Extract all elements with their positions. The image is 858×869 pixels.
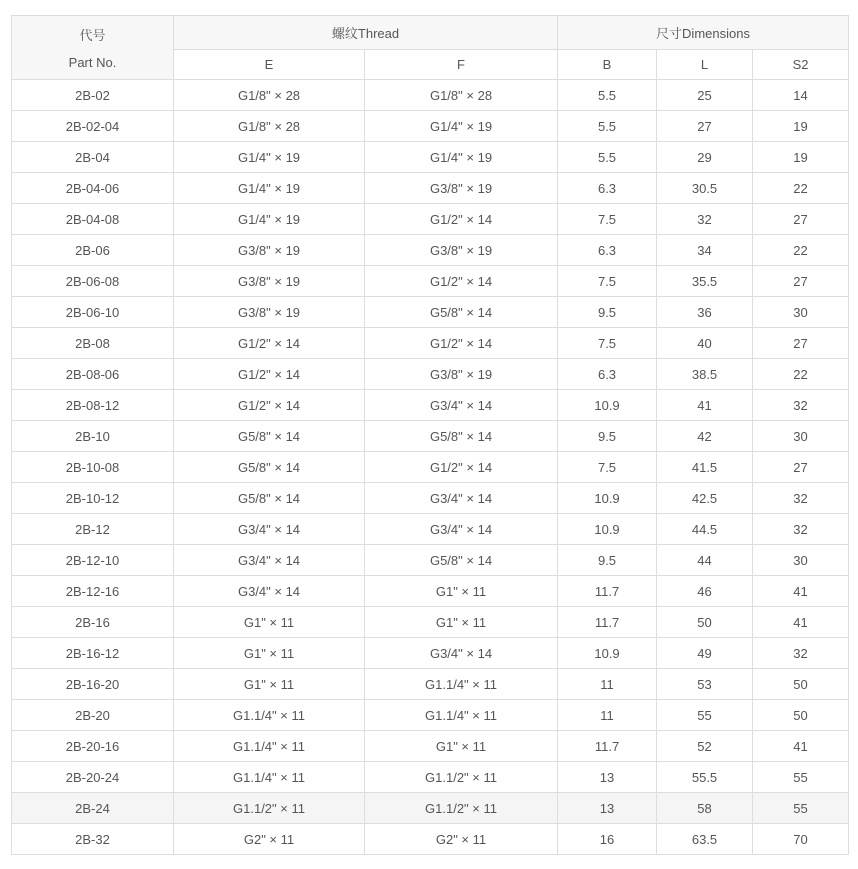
f-value-cell: G1/2" × 14	[365, 328, 558, 359]
table-row	[12, 297, 849, 328]
f-value-cell: G1/2" × 14	[365, 266, 558, 297]
f-value-cell: G3/4" × 14	[365, 638, 558, 669]
table-row	[12, 204, 849, 235]
l-value-cell: 46	[657, 576, 753, 607]
s2-value-cell: 27	[753, 452, 849, 483]
s2-value-cell: 32	[753, 483, 849, 514]
l-value-cell: 63.5	[657, 824, 753, 855]
b-value-cell: 5.5	[558, 142, 657, 173]
l-value-cell: 53	[657, 669, 753, 700]
e-value-cell: G1.1/2" × 11	[174, 793, 365, 824]
b-value-cell: 7.5	[558, 266, 657, 297]
e-value-cell: G1/2" × 14	[174, 328, 365, 359]
part-no-cell: 2B-06-10	[12, 297, 174, 328]
part-no-cell: 2B-02-04	[12, 111, 174, 142]
column-header-b: B	[558, 49, 657, 79]
table-row	[12, 700, 849, 731]
table-row	[12, 762, 849, 793]
l-value-cell: 41.5	[657, 452, 753, 483]
l-value-cell: 50	[657, 607, 753, 638]
b-value-cell: 13	[558, 793, 657, 824]
f-value-cell: G3/8" × 19	[365, 173, 558, 204]
part-no-cell: 2B-02	[12, 80, 174, 111]
f-value-cell: G1.1/2" × 11	[365, 793, 558, 824]
part-no-cell: 2B-20-24	[12, 762, 174, 793]
f-value-cell: G1/8" × 28	[365, 80, 558, 111]
b-value-cell: 11.7	[558, 607, 657, 638]
column-header-s2: S2	[753, 49, 849, 79]
f-value-cell: G5/8" × 14	[365, 421, 558, 452]
e-value-cell: G1/2" × 14	[174, 390, 365, 421]
s2-value-cell: 70	[753, 824, 849, 855]
l-value-cell: 42.5	[657, 483, 753, 514]
l-value-cell: 30.5	[657, 173, 753, 204]
s2-value-cell: 22	[753, 235, 849, 266]
b-value-cell: 10.9	[558, 483, 657, 514]
e-value-cell: G3/8" × 19	[174, 235, 365, 266]
b-value-cell: 7.5	[558, 452, 657, 483]
table-row	[12, 545, 849, 576]
e-value-cell: G2" × 11	[174, 824, 365, 855]
b-value-cell: 10.9	[558, 390, 657, 421]
b-value-cell: 9.5	[558, 421, 657, 452]
table-row	[12, 793, 849, 824]
b-value-cell: 11	[558, 700, 657, 731]
s2-value-cell: 32	[753, 514, 849, 545]
part-no-label-en: Part No.	[68, 54, 117, 70]
f-value-cell: G3/4" × 14	[365, 483, 558, 514]
spec-table	[11, 15, 849, 855]
e-value-cell: G1.1/4" × 11	[174, 762, 365, 793]
l-value-cell: 55	[657, 700, 753, 731]
f-value-cell: G5/8" × 14	[365, 297, 558, 328]
s2-value-cell: 27	[753, 328, 849, 359]
b-value-cell: 10.9	[558, 638, 657, 669]
e-value-cell: G3/4" × 14	[174, 514, 365, 545]
e-value-cell: G1" × 11	[174, 638, 365, 669]
e-value-cell: G3/4" × 14	[174, 545, 365, 576]
f-value-cell: G1" × 11	[365, 731, 558, 762]
table-row	[12, 266, 849, 297]
table-body	[12, 80, 849, 855]
l-value-cell: 58	[657, 793, 753, 824]
table-row	[12, 235, 849, 266]
l-value-cell: 44	[657, 545, 753, 576]
f-value-cell: G1" × 11	[365, 607, 558, 638]
b-value-cell: 9.5	[558, 297, 657, 328]
s2-value-cell: 50	[753, 669, 849, 700]
part-no-cell: 2B-12	[12, 514, 174, 545]
l-value-cell: 36	[657, 297, 753, 328]
s2-value-cell: 19	[753, 142, 849, 173]
s2-value-cell: 19	[753, 111, 849, 142]
b-value-cell: 11.7	[558, 731, 657, 762]
f-value-cell: G3/8" × 19	[365, 235, 558, 266]
column-group-dimensions: 尺寸Dimensions	[558, 16, 849, 50]
s2-value-cell: 32	[753, 390, 849, 421]
b-value-cell: 11.7	[558, 576, 657, 607]
part-no-cell: 2B-32	[12, 824, 174, 855]
part-no-cell: 2B-16	[12, 607, 174, 638]
e-value-cell: G5/8" × 14	[174, 421, 365, 452]
l-value-cell: 44.5	[657, 514, 753, 545]
e-value-cell: G1.1/4" × 11	[174, 731, 365, 762]
s2-value-cell: 30	[753, 545, 849, 576]
l-value-cell: 41	[657, 390, 753, 421]
s2-value-cell: 27	[753, 266, 849, 297]
b-value-cell: 5.5	[558, 111, 657, 142]
e-value-cell: G1" × 11	[174, 669, 365, 700]
e-value-cell: G1.1/4" × 11	[174, 700, 365, 731]
part-no-label-cn: 代号	[79, 28, 106, 44]
f-value-cell: G1.1/4" × 11	[365, 700, 558, 731]
table-header	[12, 16, 849, 80]
l-value-cell: 42	[657, 421, 753, 452]
column-header-part-no	[12, 16, 174, 80]
s2-value-cell: 41	[753, 731, 849, 762]
e-value-cell: G1/4" × 19	[174, 173, 365, 204]
e-value-cell: G1" × 11	[174, 607, 365, 638]
table-row	[12, 390, 849, 421]
f-value-cell: G3/4" × 14	[365, 514, 558, 545]
part-no-cell: 2B-06	[12, 235, 174, 266]
table-row	[12, 421, 849, 452]
table-row	[12, 80, 849, 111]
b-value-cell: 7.5	[558, 328, 657, 359]
table-row	[12, 514, 849, 545]
e-value-cell: G5/8" × 14	[174, 452, 365, 483]
part-no-cell: 2B-12-10	[12, 545, 174, 576]
table-row	[12, 452, 849, 483]
s2-value-cell: 22	[753, 359, 849, 390]
part-no-cell: 2B-08-06	[12, 359, 174, 390]
s2-value-cell: 41	[753, 607, 849, 638]
s2-value-cell: 27	[753, 204, 849, 235]
table-row	[12, 328, 849, 359]
spec-table-container	[11, 15, 848, 855]
part-no-cell: 2B-24	[12, 793, 174, 824]
f-value-cell: G1.1/2" × 11	[365, 762, 558, 793]
table-row	[12, 824, 849, 855]
s2-value-cell: 41	[753, 576, 849, 607]
b-value-cell: 13	[558, 762, 657, 793]
part-no-cell: 2B-10-08	[12, 452, 174, 483]
table-row	[12, 607, 849, 638]
b-value-cell: 6.3	[558, 359, 657, 390]
b-value-cell: 10.9	[558, 514, 657, 545]
table-row	[12, 111, 849, 142]
part-no-cell: 2B-12-16	[12, 576, 174, 607]
l-value-cell: 40	[657, 328, 753, 359]
f-value-cell: G1.1/4" × 11	[365, 669, 558, 700]
s2-value-cell: 55	[753, 762, 849, 793]
column-header-e: E	[174, 49, 365, 79]
f-value-cell: G1/2" × 14	[365, 204, 558, 235]
l-value-cell: 35.5	[657, 266, 753, 297]
l-value-cell: 25	[657, 80, 753, 111]
e-value-cell: G3/8" × 19	[174, 266, 365, 297]
e-value-cell: G3/8" × 19	[174, 297, 365, 328]
b-value-cell: 6.3	[558, 235, 657, 266]
b-value-cell: 16	[558, 824, 657, 855]
s2-value-cell: 55	[753, 793, 849, 824]
table-row	[12, 359, 849, 390]
part-no-cell: 2B-20	[12, 700, 174, 731]
part-no-cell: 2B-16-12	[12, 638, 174, 669]
e-value-cell: G1/4" × 19	[174, 142, 365, 173]
s2-value-cell: 50	[753, 700, 849, 731]
f-value-cell: G1/4" × 19	[365, 142, 558, 173]
l-value-cell: 34	[657, 235, 753, 266]
s2-value-cell: 14	[753, 80, 849, 111]
s2-value-cell: 22	[753, 173, 849, 204]
s2-value-cell: 30	[753, 421, 849, 452]
part-no-cell: 2B-20-16	[12, 731, 174, 762]
f-value-cell: G5/8" × 14	[365, 545, 558, 576]
e-value-cell: G1/4" × 19	[174, 204, 365, 235]
l-value-cell: 27	[657, 111, 753, 142]
table-row	[12, 142, 849, 173]
part-no-cell: 2B-04-06	[12, 173, 174, 204]
l-value-cell: 32	[657, 204, 753, 235]
column-header-f: F	[365, 49, 558, 79]
f-value-cell: G3/8" × 19	[365, 359, 558, 390]
f-value-cell: G1/4" × 19	[365, 111, 558, 142]
part-no-cell: 2B-08	[12, 328, 174, 359]
s2-value-cell: 30	[753, 297, 849, 328]
b-value-cell: 5.5	[558, 80, 657, 111]
part-no-cell: 2B-04-08	[12, 204, 174, 235]
f-value-cell: G2" × 11	[365, 824, 558, 855]
table-row	[12, 483, 849, 514]
table-row	[12, 638, 849, 669]
b-value-cell: 7.5	[558, 204, 657, 235]
l-value-cell: 38.5	[657, 359, 753, 390]
e-value-cell: G5/8" × 14	[174, 483, 365, 514]
column-header-l: L	[657, 49, 753, 79]
table-row	[12, 669, 849, 700]
part-no-cell: 2B-16-20	[12, 669, 174, 700]
l-value-cell: 29	[657, 142, 753, 173]
f-value-cell: G1" × 11	[365, 576, 558, 607]
e-value-cell: G1/8" × 28	[174, 111, 365, 142]
e-value-cell: G1/8" × 28	[174, 80, 365, 111]
f-value-cell: G3/4" × 14	[365, 390, 558, 421]
part-no-cell: 2B-06-08	[12, 266, 174, 297]
table-row	[12, 173, 849, 204]
l-value-cell: 49	[657, 638, 753, 669]
column-group-thread: 螺纹Thread	[174, 16, 558, 50]
b-value-cell: 11	[558, 669, 657, 700]
table-row	[12, 576, 849, 607]
b-value-cell: 9.5	[558, 545, 657, 576]
e-value-cell: G3/4" × 14	[174, 576, 365, 607]
part-no-cell: 2B-04	[12, 142, 174, 173]
l-value-cell: 52	[657, 731, 753, 762]
part-no-cell: 2B-10	[12, 421, 174, 452]
e-value-cell: G1/2" × 14	[174, 359, 365, 390]
s2-value-cell: 32	[753, 638, 849, 669]
f-value-cell: G1/2" × 14	[365, 452, 558, 483]
part-no-cell: 2B-10-12	[12, 483, 174, 514]
l-value-cell: 55.5	[657, 762, 753, 793]
b-value-cell: 6.3	[558, 173, 657, 204]
part-no-cell: 2B-08-12	[12, 390, 174, 421]
table-row	[12, 731, 849, 762]
